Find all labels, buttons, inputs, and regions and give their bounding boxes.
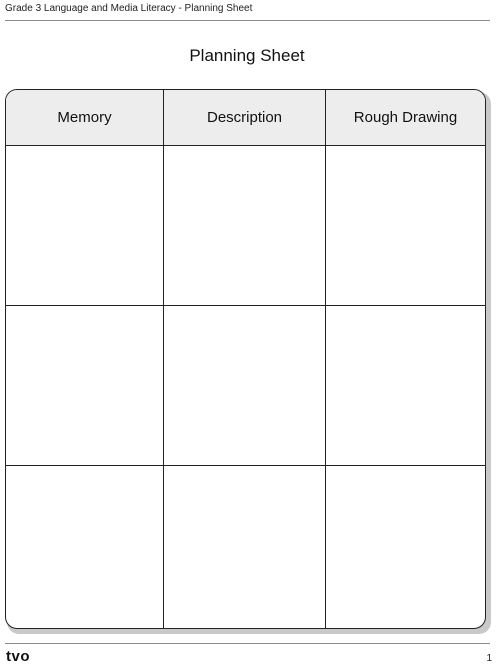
memory-cell-3[interactable] bbox=[6, 466, 164, 628]
tvo-logo: tvo bbox=[6, 648, 30, 665]
column-header-description: Description bbox=[164, 90, 326, 146]
column-header-rough-drawing: Rough Drawing bbox=[326, 90, 485, 146]
memory-cell-1[interactable] bbox=[6, 146, 164, 306]
page-number: 1 bbox=[486, 653, 492, 664]
page-header: Grade 3 Language and Media Literacy - Planning Sheet bbox=[5, 3, 253, 14]
footer-divider bbox=[5, 643, 490, 644]
header-divider bbox=[5, 20, 490, 21]
rough-drawing-cell-2[interactable] bbox=[326, 306, 485, 466]
memory-cell-2[interactable] bbox=[6, 306, 164, 466]
column-header-memory: Memory bbox=[6, 90, 164, 146]
description-cell-2[interactable] bbox=[164, 306, 326, 466]
description-cell-1[interactable] bbox=[164, 146, 326, 306]
page-title: Planning Sheet bbox=[189, 46, 305, 65]
rough-drawing-cell-3[interactable] bbox=[326, 466, 485, 628]
rough-drawing-cell-1[interactable] bbox=[326, 146, 485, 306]
planning-table bbox=[5, 89, 486, 629]
description-cell-3[interactable] bbox=[164, 466, 326, 628]
